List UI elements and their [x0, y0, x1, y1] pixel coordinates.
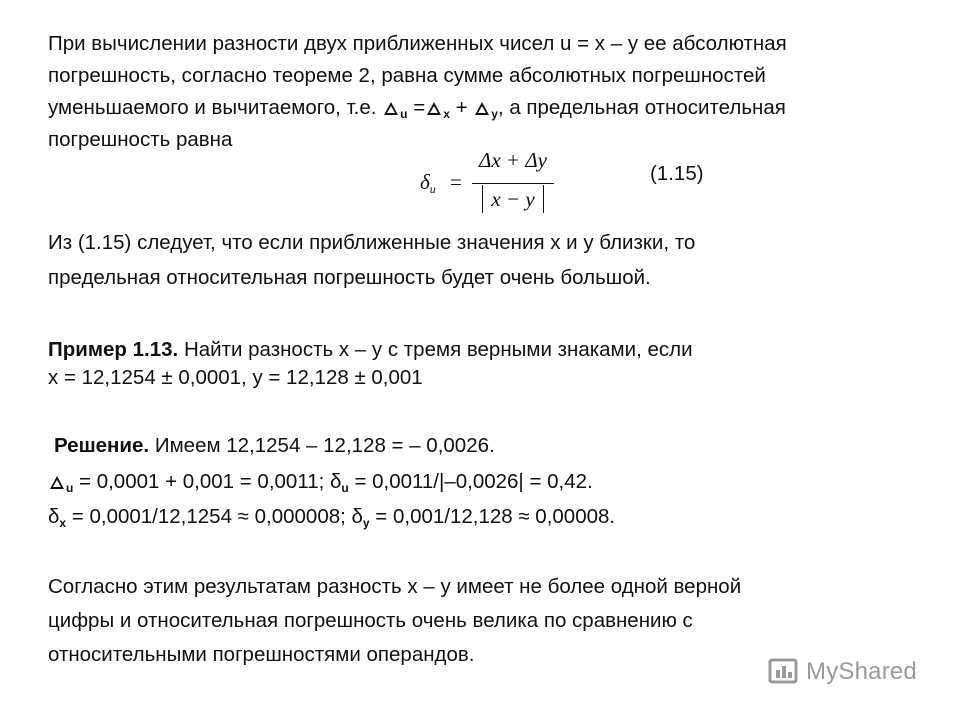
delta-icon: [475, 102, 489, 115]
conclusion-line2: цифры и относительная погрешность очень велика по сравнению с: [48, 609, 693, 632]
formula-lhs: $\delta_u$: [420, 170, 436, 196]
example-heading: Пример 1.13. Найти разность x – y с тремя верными знаками, если: [48, 338, 693, 361]
solution-line2: $_u$ = 0,0001 + 0,001 = 0,0011; $\delta_u = 0,0011/|-0,0026| = 0,42$.: [48, 470, 593, 500]
delta-icon: [427, 102, 441, 115]
conclusion-line3: относительными погрешностями операндов.: [48, 643, 475, 666]
paragraph1-line3: уменьшаемого и вычитаемого, т.е. $_u$ = $_x$ + $_y$, а предельная относительная: [48, 96, 786, 121]
formula-1-15: [420, 148, 580, 218]
watermark-text: MyShared: [806, 658, 917, 685]
solution-heading: Решение. Имеем 12,1254 – 12,128 = – 0,0026.: [54, 434, 495, 457]
formula-equals: =: [450, 170, 462, 194]
paragraph1-line1: При вычислении разности двух приближенных чисел u = x – y ее абсолютная: [48, 32, 787, 55]
delta-icon: [384, 102, 398, 115]
formula-denominator: x − y: [472, 185, 554, 215]
paragraph2-line2: предельная относительная погрешность будет очень большой.: [48, 266, 651, 289]
example-values: x = 12,1254 ± 0,0001, y = 12,128 ± 0,001: [48, 366, 423, 389]
watermark: [768, 656, 917, 688]
paragraph2-line1: Из (1.15) следует, что если приближенные значения x и y близки, то: [48, 231, 696, 254]
paragraph1-line2: погрешность, согласно теореме 2, равна сумме абсолютных погрешностей: [48, 64, 766, 87]
paragraph1-line4: погрешность равна: [48, 128, 233, 151]
formula-fraction-bar: [472, 183, 554, 184]
myshared-logo-icon: [768, 656, 800, 688]
conclusion-line1: Согласно этим результатам разность x – y имеет не более одной верной: [48, 575, 742, 598]
equation-number: (1.15): [650, 162, 704, 185]
delta-icon: [50, 476, 64, 489]
solution-line3: $\delta_x = 0,0001/12,1254 \approx 0,000008$; $\delta_y = 0,001/12,128 \approx 0,00008$.: [48, 505, 616, 530]
formula-numerator: Δx + Δy: [479, 148, 547, 172]
